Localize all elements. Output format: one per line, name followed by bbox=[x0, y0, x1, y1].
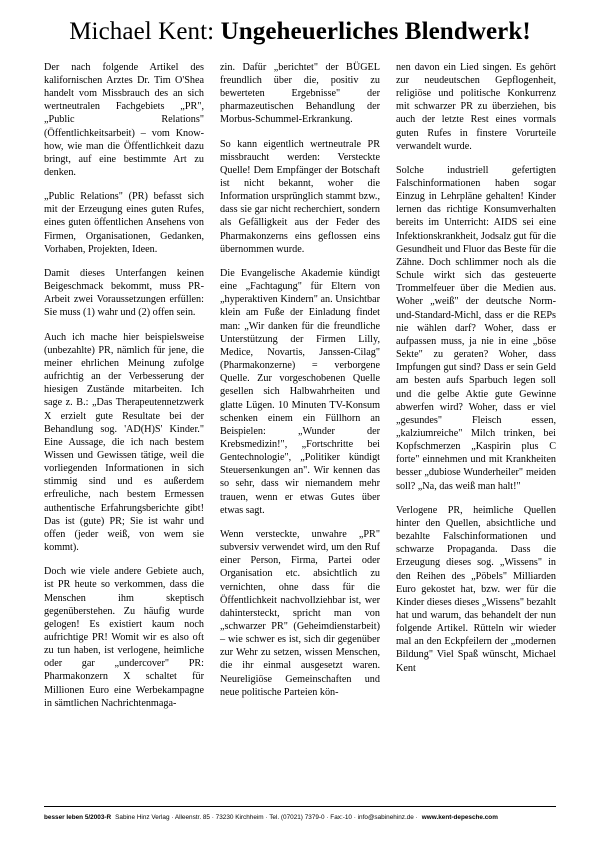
paragraph: Auch ich mache hier beispielsweise (unbezahlte) PR, nämlich für jene, die meiner ehrlichen Meinung zufolge aufrichtig an der Verbesserung der hiesigen Zustände mitarbeiten. Ich sage z. B.: „Das Therapeutennetzwerk X erzielt gute Resultate bei der Behandlung sog. 'AD(H)S' Kinder." Eine Aussage, die ich nach bestem Wissen und Gewissen tätige, weil die vorliegenden Informationen in sich stimmig sind und es außerdem erfreuliche, nach bestem Ermessen authentische Erfahrungsberichte gibt! Das ist (gute) PR; Sie ist wahr und offen (jeder weiß, von wem sie kommt). bbox=[44, 331, 204, 554]
footer-publication: besser leben 5/2003-R bbox=[44, 814, 112, 821]
article-column-1 bbox=[44, 61, 204, 710]
paragraph: So kann eigentlich wertneutrale PR missbraucht werden: Versteckte Quelle! Dem Empfänger der Botschaft ist nicht bekannt, woher die Information ursprünglich stammt bzw., dass sie gar nicht recherchiert, sondern als Gefälligkeit aus der Feder des Pharmakonzerns eins geflossen eins übernommen wurde. bbox=[220, 138, 380, 255]
footer-website[interactable]: www.kent-depesche.com bbox=[421, 814, 498, 821]
title-bold-part: Ungeheuerliches Blendwerk! bbox=[220, 18, 531, 45]
paragraph: Doch wie viele andere Gebiete auch, ist PR heute so verkommen, dass die Menschen ihm skeptisch gegenüberstehen. Zu häufig wurde gelogen! Es existiert kaum noch aufrichtige PR! Womit wir es also oft zu tun haben, ist verlogene, heimliche oder gar „undercover" PR: Pharmakonzern X schaltet für Millionen Euro eine Werbekampagne in sämtlichen Nachrichtenmaga- bbox=[44, 566, 204, 709]
paragraph: Der nach folgende Artikel des kalifornischen Arztes Dr. Tim O'Shea handelt vom Missbrauch des an sich wertneutralen Fachgebiets „PR", „Public Relations" (Öffentlichkeitsarbeit) – vom Know-how, wie man die Öffentlichkeit dazu bringt, auf eine bestimmte Art zu denken. bbox=[44, 61, 204, 178]
article-column-2 bbox=[220, 61, 380, 699]
paragraph: Solche industriell gefertigten Falschinformationen haben sogar Einzug in Lehrpläne gehalten! Kinder lernen das richtige Konsumverhalten bereits im Unterricht: AIDS sei eine Infektionskrankheit, Jodsalz gut für die Gesundheit und Fluor das Beste für die Zähne. Doch schlimmer noch als die Schule wirkt sich das gesteuerte Trommelfeuer über die Medien aus. Woher „weiß" der deutsche Norm-und-Standard-Michl, dass er die REPs nie wählen darf? Woher, dass er aufpassen muss, ja nie in eine „böse Sekte" zu geraten? Woher, dass Impfungen gut sind? Dass er sein Geld am besten aufs Sparbuch legen soll und die gelbe Aktie gute Gewinne abwerfen wird? Woher, dass er viel „gesundes" Fleisch essen, „kalziumreiche" Milch trinken, bei Kopfschmerzen „Kaspirin plus C forte" einnehmen und mit Krankheiten besser „dubiose Wunderheiler" meiden soll? „Na, das weiß man halt!" bbox=[396, 164, 556, 492]
paragraph: nen davon ein Lied singen. Es gehört zur neudeutschen Gepflogenheit, religiöse und politische Konkurrenz mit schwarzer PR zu überziehen, bis auch der letzte Rest eines vormals guten Rufes in finstere Vorurteile verwandelt wurde. bbox=[396, 61, 556, 152]
page-title bbox=[44, 18, 556, 47]
paragraph: Verlogene PR, heimliche Quellen hinter den Quellen, absichtliche und bezahlte Falschinformationen und schwarze Propaganda. Dass die Erzeugung dieses sog. „Wissens" in den Reihen des „Pöbels" Milliarden Euro gekostet hat, bzw. wer für die Kinder dieses dieses „Wissens" bezahlt hat und warum, das behandelt der nun folgende Artikel. Rütteln wir wieder mal an den Eckpfeilern der „modernen Bildung" Viel Spaß wünscht, Michael Kent bbox=[396, 504, 556, 674]
paragraph: Die Evangelische Akademie kündigt eine „Fachtagung" für Eltern von „hyperaktiven Kindern" an. Unsichtbar klein am Fuße der Einladung findet man: „Wir danken für die freundliche Unterstützung der Firmen Lilly, Medice, Novartis, Janssen-Cilag" (Pharmakonzerne) = verborgene Quelle. Zur vorgeschobenen Quelle gesellen sich Halbwahrheiten und glatte Lügen. 10 Minuten TV-Konsum schenken einem ein Füllhorn an Beispielen: „Wunder der Krebsmedizin!", „Fortschritte bei Gentechnologie", „Politiker kündigt Steuersenkungen an". Wir kennen das so sehr, dass wir niemandem mehr trauen, wenn er etwas Gutes über etwas sagt. bbox=[220, 267, 380, 516]
paragraph: Wenn versteckte, unwahre „PR" subversiv verwendet wird, um den Ruf einer Person, Firma, Partei oder Organisation etc. absichtlich zu vernichten, ohne dass für die Öffentlichkeit nachvollziehbar ist, wer dahintersteckt, spricht man von „schwarzer PR" (Geheimdienstarbeit) – wie schwer es ist, sich dir gegenüber zur Wehr zu setzen, wissen Menschen, die ihr einmal ausgesetzt waren. Neureligiöse Gemeinschaften und neue politische Parteien kön- bbox=[220, 528, 380, 698]
page-content bbox=[44, 18, 556, 823]
paragraph: zin. Dafür „berichtet" der BÜGEL freundlich über die, positiv zu bewerteten Ergebnisse" der pharmazeutischen Behandlung der Morbus-Schummel-Erkrankung. bbox=[220, 61, 380, 126]
page-footer bbox=[44, 814, 556, 821]
paragraph: Damit dieses Unterfangen keinen Beigeschmack bekommt, muss PR-Arbeit zwei Voraussetzungen erfüllen: Sie muss (1) wahr und (2) offen sein. bbox=[44, 267, 204, 319]
footer-divider bbox=[44, 806, 556, 807]
article-columns bbox=[44, 61, 556, 710]
footer-imprint: Sabine Hinz Verlag · Alleenstr. 85 · 73230 Kirchheim · Tel. (07021) 7379-0 · Fax:-10 · info@sabinehinz.de · bbox=[115, 814, 418, 821]
article-column-3 bbox=[396, 61, 556, 675]
title-normal-part: Michael Kent: bbox=[69, 18, 215, 45]
paragraph: „Public Relations" (PR) befasst sich mit der Erzeugung eines guten Rufes, eines guten öffentlichen Ansehens von Firmen, Organisationen, Gedanken, Vorhaben, Projekten, Ideen. bbox=[44, 191, 204, 255]
